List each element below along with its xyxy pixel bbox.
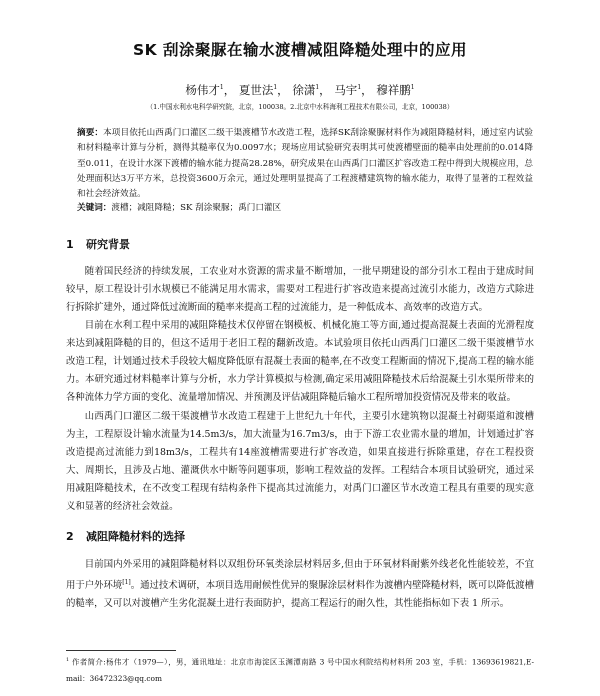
footnote-mark: 1: [66, 657, 70, 663]
abstract: [77, 126, 533, 202]
section-number: 1: [66, 238, 74, 251]
body-paragraph: [66, 556, 534, 613]
author-mark: 1: [219, 84, 224, 92]
paragraph-text: 目前国内外采用的减阻降糙材料以双组份环氧类涂层材料居多,但由于环氧材料耐紫外线老化性能较差，不宜用于户外环境: [66, 559, 534, 592]
paragraph-text: 。通过技术调研，本项目选用耐候性优异的聚脲涂层材料作为渡槽内壁降糙材料，既可以降低渡槽的糙率，又可以对渡槽产生劣化混凝土进行表面防护，提高工程运行的耐久性，其性能指标如下表 1 所示。: [66, 580, 534, 609]
abstract-text: 本项目依托山西禹门口灌区二级干渠渡槽节水改造工程，选择SK刮涂聚脲材料作为减阻降糙材料，通过室内试验和材料糙率计算与分析，测得其糙率仅为0.0097水；现场应用试验研究表明其可使渡槽壁面的糙率由处理前的0.014降至0.011，在设计水深下渡槽的输水能力提高28.28%，研究成果在山西禹门口灌区扩容改造工程中得到大规模应用，总处理面积达3万平方米，总投资3600万余元，通过处理明显提高了工程渡槽建筑物的输水能力，取得了显著的工程效益和社会经济效益。: [77, 128, 533, 200]
section-heading-2: [66, 528, 185, 544]
body-paragraph: 随着国民经济的持续发展，工农业对水资源的需求量不断增加，一批早期建设的部分引水工程由于建成时间较早，原工程设计引水规模已不能满足用水需求，需要对工程进行扩容改造来提高过流引水能力，改造方式除进行拆除扩建外，通过降低过流断面的糙率来提高工程的过流能力，是一种低成本、高效率的改造方式。: [66, 266, 534, 313]
keywords: [77, 201, 533, 215]
author-mark: 1: [273, 84, 278, 92]
footnote: [66, 652, 534, 687]
author-mark: 1: [357, 84, 362, 92]
section-title: 减阻降糙材料的选择: [86, 530, 185, 543]
citation-ref: [1]: [122, 578, 131, 586]
author-list: 杨伟才$^1$， 夏世法$^1$， 徐潇$^1$， 马宇$^1$， 穆祥鹏$^1$: [185, 83, 415, 97]
section-title: 研究背景: [86, 238, 130, 251]
author-name: 徐潇: [292, 83, 316, 97]
author-name: 穆祥鹏: [376, 83, 411, 97]
section-number: 2: [66, 530, 74, 543]
author-mark: 1: [410, 84, 415, 92]
footnote-divider: [66, 650, 176, 651]
keywords-label: 关键词：: [77, 203, 112, 213]
author-name: 杨伟才: [185, 83, 220, 97]
section-heading-1: [66, 236, 130, 252]
body-paragraph: 目前在水利工程中采用的减阻降糙技术仅停留在钢模板、机械化施工等方面,通过提高混凝土表面的光滑程度来达到减阻降糙的目的，但这不适用于老旧工程的翻新改造。本试验项目依托山西禹门口灌区二级干渠渡槽节水改造工程，计划通过技术手段较大幅度降低原有混凝土表面的糙率,在不改变工程断面的情况下,提高工程的输水能力。本研究通过材料糙率计算与分析，水力学计算模拟与检测,确定采用减阻降糙技术后给混凝土引水渠所带来的各种流体力学方面的变化、流量增加情况、并预测及评估减阻降糙后输水工程所增加投资情况及带来的收益。: [66, 320, 534, 403]
abstract-label: 摘要：: [77, 128, 104, 138]
keywords-text: 渡槽；减阻降糙；SK 刮涂聚脲；禹门口灌区: [111, 203, 282, 213]
author-name: 夏世法: [238, 83, 274, 97]
footnote-text: 作者简介:杨伟才（1979—），男，通讯地址：北京市海淀区玉渊潭南路 3 号中国水利院结构材料所 203 室，手机：13693619821,E-mail：36472323@qq.com: [66, 657, 534, 684]
paper-title: SK 刮涂聚脲在输水渡槽减阻降糙处理中的应用: [132, 41, 468, 59]
affiliation: （1.中国水利水电科学研究院，北京，100038。2.北京中水科海利工程技术有限公司，北京，100038）: [146, 103, 454, 111]
author-mark: 1: [315, 84, 320, 92]
body-paragraph: 山西禹门口灌区二级干渠渡槽节水改造工程建于上世纪九十年代，主要引水建筑物以混凝土衬砌渠道和渡槽为主，工程原设计输水流量为14.5m3/s，加大流量为16.7m3/s，由于下游工农业需水量的增加，计划通过扩容改造提高过流能力到18m3/s，工程共有14座渡槽需要进行扩容改造，如果直接进行拆除重建，存在工程投资大、周期长，且涉及占地、灌溉供水中断等问题事项，影响工程效益的发挥。工程结合本项目试验研究，通过采用减阻降糙技术，在不改变工程现有结构条件下提高其过流能力，对禹门口灌区节水改造工程具有重要的现实意义和显著的经济社会效益。: [66, 411, 534, 512]
author-name: 马宇: [334, 83, 358, 97]
